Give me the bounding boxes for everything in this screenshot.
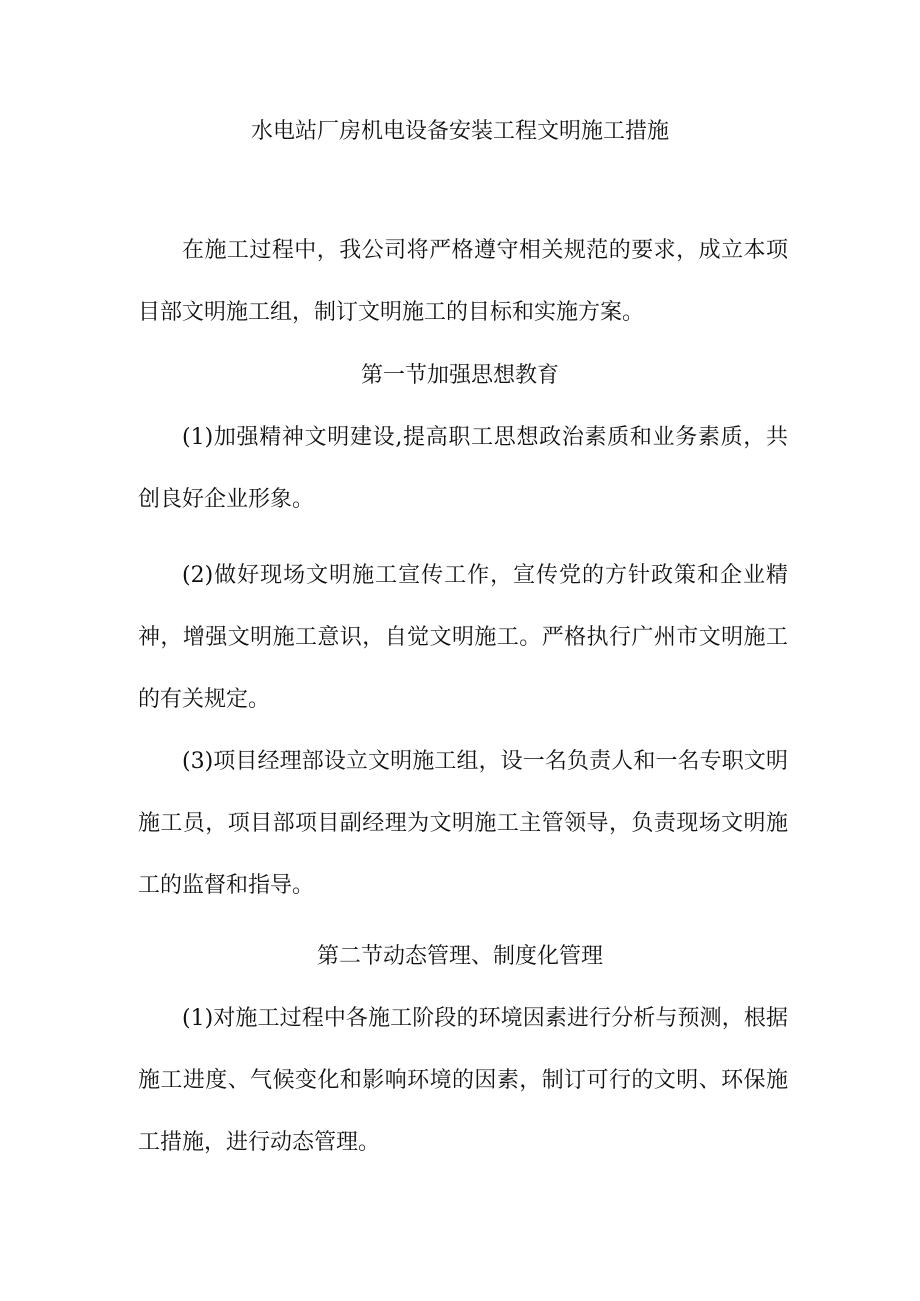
intro-paragraph: 在施工过程中，我公司将严格遵守相关规范的要求，成立本项目部文明施工组，制订文明施工的目标和实施方案。	[138, 238, 788, 325]
section-heading: 第二节动态管理、制度化管理	[316, 944, 603, 969]
section-paragraph: (3)项目经理部设立文明施工组，设一名负责人和一名专职文明施工员，项目部项目副经理为文明施工主管领导，负责现场文明施工的监督和指导。	[138, 749, 788, 898]
section-paragraph: (1)对施工过程中各施工阶段的环境因素进行分析与预测，根据施工进度、气候变化和影响环境的因素，制订可行的文明、环保施工措施，进行动态管理。	[138, 1006, 788, 1155]
document-title: 水电站厂房机电设备安装工程文明施工措施	[250, 119, 669, 144]
section-paragraph: (1)加强精神文明建设,提高职工思想政治素质和业务素质，共创良好企业形象。	[138, 425, 788, 512]
section-paragraph: (2)做好现场文明施工宣传工作，宣传党的方针政策和企业精神，增强文明施工意识，自觉文明施工。严格执行广州市文明施工的有关规定。	[138, 563, 788, 712]
section-heading: 第一节加强思想教育	[360, 363, 559, 388]
